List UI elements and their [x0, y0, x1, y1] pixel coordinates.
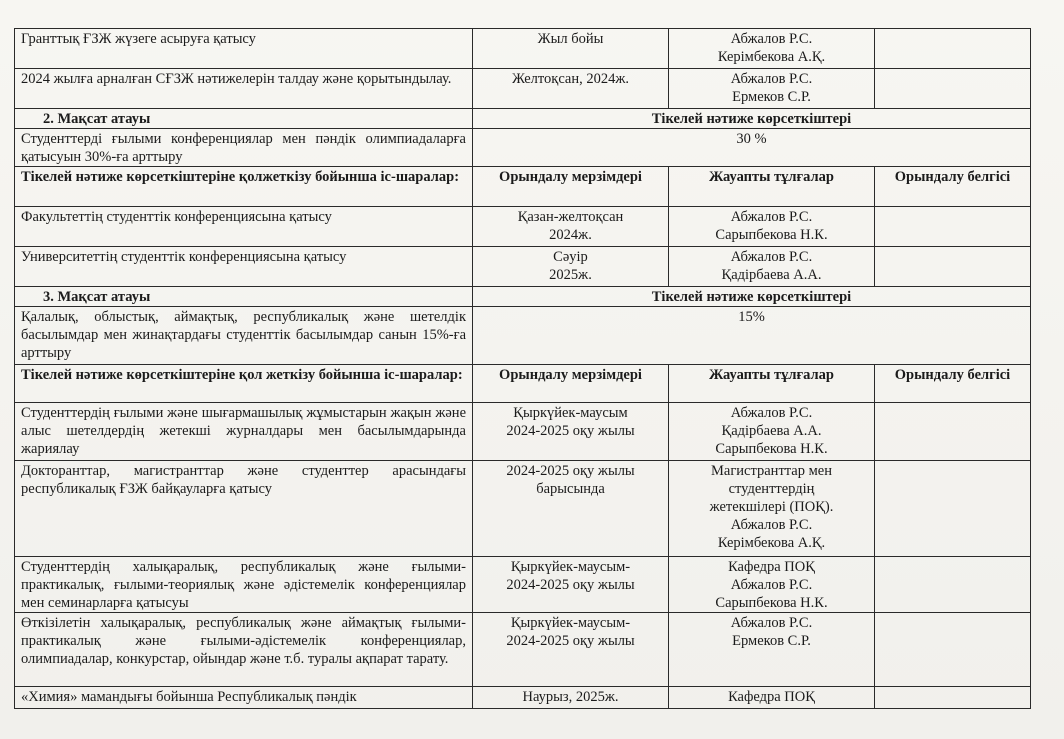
responsible-line: Абжалов Р.С. — [730, 615, 813, 631]
responsible-line: Сарыпбекова Н.К. — [715, 441, 828, 457]
responsible-line: Ермеков С.Р. — [732, 633, 811, 649]
deadline-line: Қазан-желтоқсан — [517, 209, 624, 225]
mark-cell — [875, 461, 1031, 557]
deadline-line: 2024ж. — [549, 227, 592, 243]
indicator-value: 30 % — [473, 129, 1031, 167]
deadline-line: Қыркүйек-маусым- — [510, 559, 631, 575]
mark-cell — [875, 247, 1031, 287]
goal-text-row — [15, 307, 1031, 365]
activities-header-row — [15, 365, 1031, 403]
table-row — [15, 461, 1031, 557]
responsible-header: Жауапты тұлғалар — [669, 365, 875, 403]
goal-text: Қалалық, облыстық, аймақтық, республикалық және шетелдік басылымдар мен жинақтардағы студенттік басылымдар санын 15%-ға арттыру — [15, 307, 473, 365]
responsible-line: Абжалов Р.С. — [730, 209, 813, 225]
goal-title: 3. Мақсат атауы — [15, 287, 473, 307]
table-row — [15, 207, 1031, 247]
deadline-cell — [473, 29, 669, 69]
activity-cell: «Химия» мамандығы бойынша Республикалық пәндік — [15, 687, 473, 709]
mark-cell — [875, 69, 1031, 109]
deadline-header: Орындалу мерзімдері — [473, 365, 669, 403]
responsible-cell — [669, 69, 875, 109]
deadline-header: Орындалу мерзімдері — [473, 167, 669, 207]
activity-cell: Өткізілетін халықаралық, республикалық және аймақтық ғылыми-практикалық және ғылыми-әдістемелік конференциялар, олимпиадалар, конкурстар, ойындар және т.б. туралы ақпарат тарату. — [15, 613, 473, 687]
deadline-line: Желтоқсан, 2024ж. — [511, 71, 630, 87]
indicator-header: Тікелей нәтиже көрсеткіштері — [473, 109, 1031, 129]
goal-text: Студенттерді ғылыми конференциялар мен пәндік олимпиадаларға қатысуын 30%-ға арттыру — [15, 129, 473, 167]
activity-cell: 2024 жылға арналған СҒЗЖ нәтижелерін талдау және қорытындылау. — [15, 69, 473, 109]
deadline-cell — [473, 461, 669, 557]
responsible-line: жетекшілері (ПОҚ). — [709, 499, 834, 515]
deadline-cell — [473, 613, 669, 687]
responsible-cell — [669, 247, 875, 287]
activity-cell: Студенттердің халықаралық, республикалық және ғылыми-практикалық, ғылыми-теориялық және әдістемелік конференциялар мен семинарларға қатысуы — [15, 557, 473, 613]
mark-cell — [875, 29, 1031, 69]
mark-cell — [875, 613, 1031, 687]
mark-cell — [875, 207, 1031, 247]
responsible-line: Абжалов Р.С. — [730, 71, 813, 87]
goal-text-row — [15, 129, 1031, 167]
mark-cell — [875, 557, 1031, 613]
deadline-line: 2024-2025 оқу жылы — [506, 423, 635, 439]
responsible-cell — [669, 461, 875, 557]
responsible-line: Қадірбаева А.А. — [721, 423, 822, 439]
indicator-header: Тікелей нәтиже көрсеткіштері — [473, 287, 1031, 307]
deadline-cell — [473, 557, 669, 613]
responsible-line: Абжалов Р.С. — [730, 577, 813, 593]
table-row — [15, 613, 1031, 687]
responsible-cell — [669, 207, 875, 247]
deadline-cell — [473, 687, 669, 709]
responsible-cell — [669, 557, 875, 613]
deadline-line: Жыл бойы — [537, 31, 604, 47]
table-row — [15, 69, 1031, 109]
activity-cell: Факультеттің студенттік конференциясына қатысу — [15, 207, 473, 247]
deadline-line: Сәуір — [553, 249, 588, 265]
responsible-line: Магистранттар мен — [711, 463, 832, 479]
responsible-line: Керімбекова А.Қ. — [717, 49, 826, 65]
goal-title-row — [15, 109, 1031, 129]
activity-cell: Студенттердің ғылыми және шығармашылық жұмыстарын жақын және алыс шетелдердің жетекші журналдары мен басылымдарында жариялау — [15, 403, 473, 461]
responsible-line: студенттердің — [728, 481, 815, 497]
responsible-line: Сарыпбекова Н.К. — [715, 227, 828, 243]
table-row — [15, 247, 1031, 287]
mark-cell — [875, 687, 1031, 709]
deadline-cell — [473, 247, 669, 287]
activities-header: Тікелей нәтиже көрсеткіштеріне қолжеткізу бойынша іс-шаралар: — [15, 167, 473, 207]
responsible-line: Қадірбаева А.А. — [721, 267, 822, 283]
responsible-line: Абжалов Р.С. — [730, 405, 813, 421]
responsible-line: Кафедра ПОҚ — [728, 689, 815, 705]
mark-cell — [875, 403, 1031, 461]
responsible-cell — [669, 29, 875, 69]
activity-cell: Гранттық ҒЗЖ жүзеге асыруға қатысу — [15, 29, 473, 69]
deadline-line: 2024-2025 оқу жылы — [506, 577, 635, 593]
deadline-cell — [473, 403, 669, 461]
activity-cell: Докторанттар, магистранттар және студенттер арасындағы республикалық ҒЗЖ байқауларға қатысу — [15, 461, 473, 557]
responsible-line: Ермеков С.Р. — [732, 89, 811, 105]
responsible-cell — [669, 403, 875, 461]
deadline-line: 2024-2025 оқу жылы — [506, 463, 635, 479]
goal-title-row — [15, 287, 1031, 307]
activities-header: Тікелей нәтиже көрсеткіштеріне қол жеткізу бойынша іс-шаралар: — [15, 365, 473, 403]
deadline-line: Қыркүйек-маусым — [513, 405, 628, 421]
table-row — [15, 29, 1031, 69]
goal-title: 2. Мақсат атауы — [15, 109, 473, 129]
responsible-line: Абжалов Р.С. — [730, 517, 813, 533]
responsible-line: Керімбекова А.Қ. — [717, 535, 826, 551]
deadline-line: барысында — [536, 481, 605, 497]
responsible-cell — [669, 687, 875, 709]
table-row — [15, 557, 1031, 613]
deadline-line: Қыркүйек-маусым- — [510, 615, 631, 631]
indicator-value: 15% — [473, 307, 1031, 365]
responsible-line: Кафедра ПОҚ — [728, 559, 815, 575]
deadline-line: Наурыз, 2025ж. — [522, 689, 619, 705]
mark-header: Орындалу белгісі — [875, 365, 1031, 403]
responsible-header: Жауапты тұлғалар — [669, 167, 875, 207]
responsible-line: Абжалов Р.С. — [730, 31, 813, 47]
responsible-line: Сарыпбекова Н.К. — [715, 595, 828, 611]
mark-header: Орындалу белгісі — [875, 167, 1031, 207]
plan-table — [14, 28, 1031, 709]
table-row — [15, 403, 1031, 461]
activities-header-row — [15, 167, 1031, 207]
table-row — [15, 687, 1031, 709]
deadline-line: 2025ж. — [549, 267, 592, 283]
responsible-line: Абжалов Р.С. — [730, 249, 813, 265]
deadline-cell — [473, 69, 669, 109]
deadline-cell — [473, 207, 669, 247]
responsible-cell — [669, 613, 875, 687]
activity-cell: Университеттің студенттік конференциясына қатысу — [15, 247, 473, 287]
deadline-line: 2024-2025 оқу жылы — [506, 633, 635, 649]
